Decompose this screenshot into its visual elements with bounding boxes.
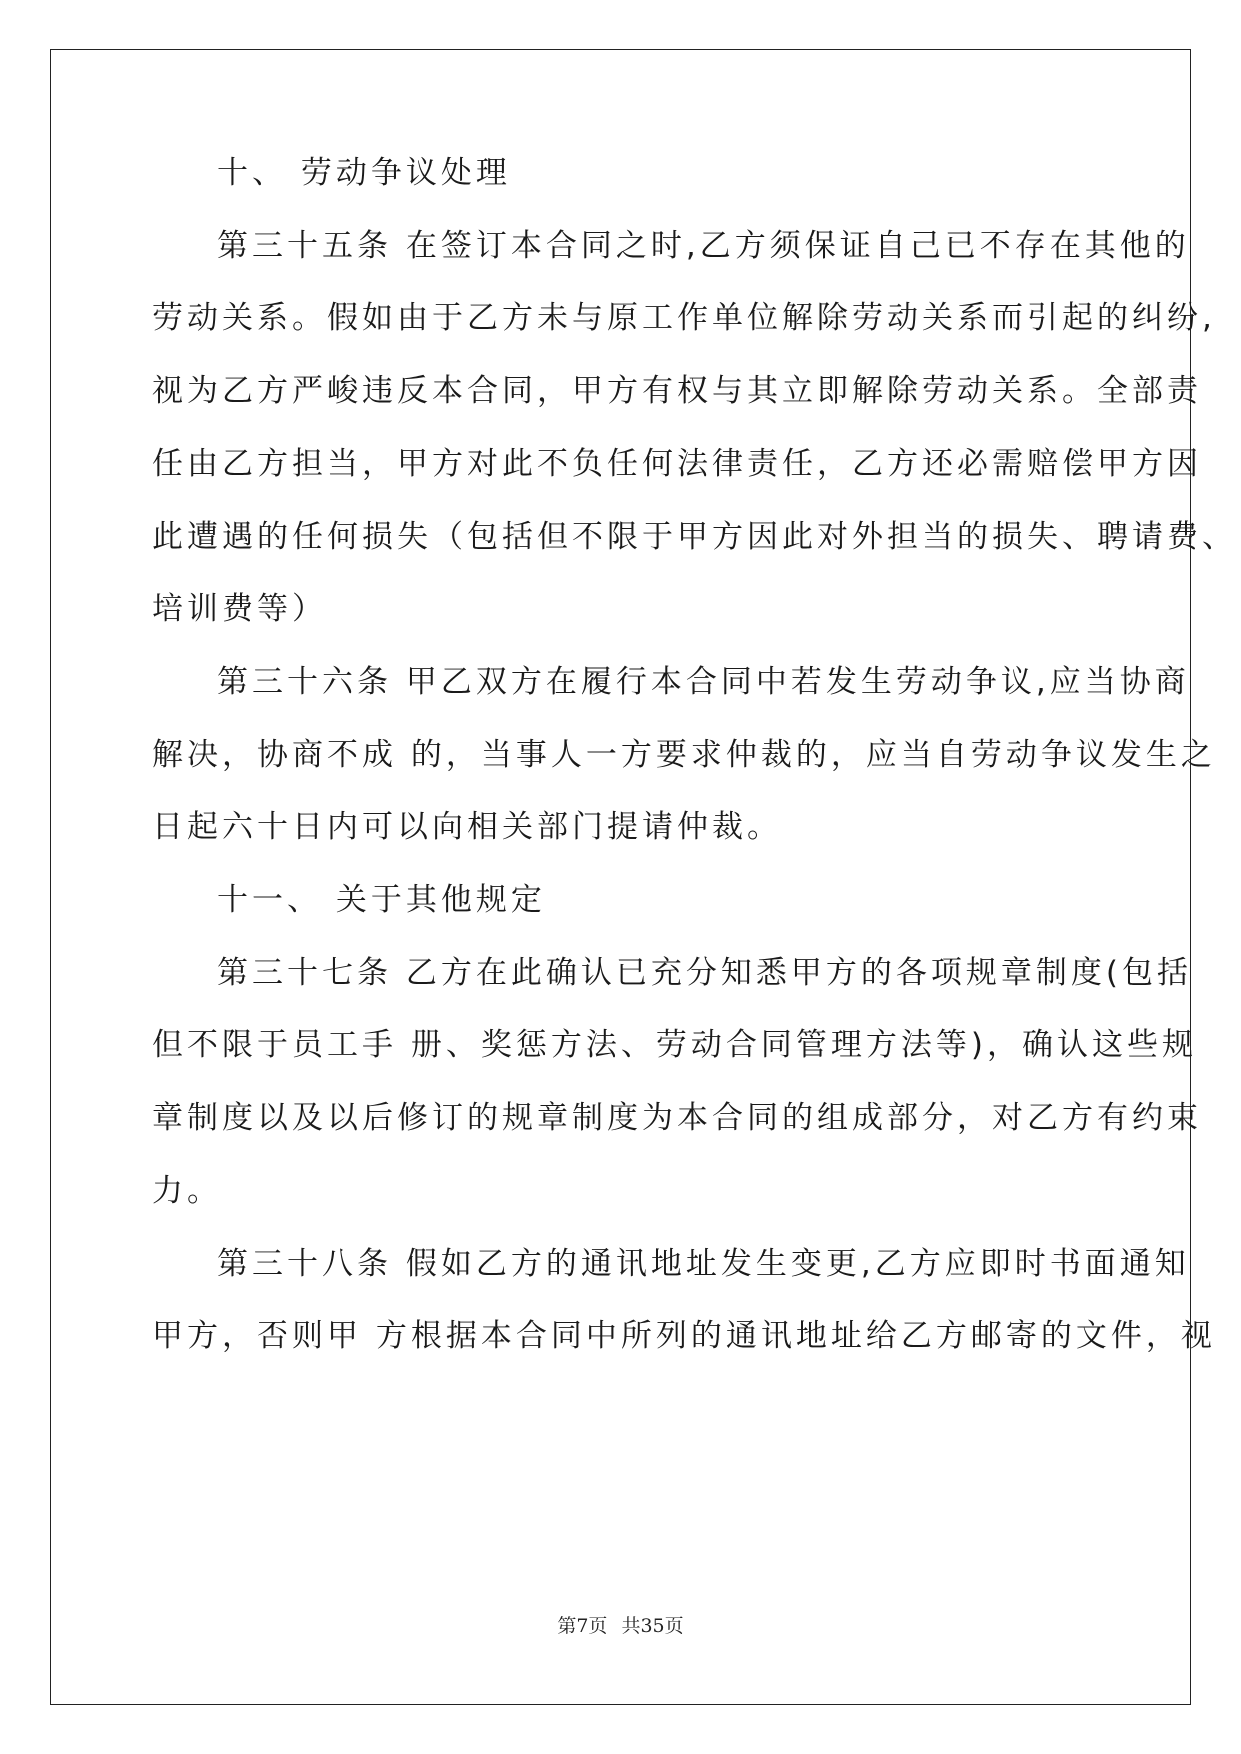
article-36-line-3: 日起六十日内可以向相关部门提请仲裁。 — [152, 809, 782, 845]
article-37-line-1: 第三十七条 乙方在此确认已充分知悉甲方的各项规章制度(包括 — [217, 955, 1192, 991]
article-35-line-2: 劳动关系。假如由于乙方未与原工作单位解除劳动关系而引起的纠纷, — [152, 300, 1216, 336]
section-heading-11: 十一、 关于其他规定 — [217, 882, 546, 918]
article-38-line-1: 第三十八条 假如乙方的通讯地址发生变更,乙方应即时书面通知 — [217, 1246, 1190, 1282]
article-35-line-1: 第三十五条 在签订本合同之时,乙方须保证自己已不存在其他的 — [217, 228, 1190, 264]
article-35-line-3: 视为乙方严峻违反本合同，甲方有权与其立即解除劳动关系。全部责 — [152, 373, 1202, 409]
article-37-line-3: 章制度以及以后修订的规章制度为本合同的组成部分，对乙方有约束 — [152, 1100, 1202, 1136]
section-heading-10: 十、 劳动争议处理 — [217, 155, 511, 191]
article-35-line-5: 此遭遇的任何损失（包括但不限于甲方因此对外担当的损失、聘请费、 — [152, 519, 1237, 555]
article-37-line-2: 但不限于员工手 册、奖惩方法、劳动合同管理方法等)，确认这些规 — [152, 1027, 1197, 1063]
page-total: 共35页 — [621, 1615, 684, 1637]
page-footer — [0, 1614, 1241, 1638]
article-35-line-4: 任由乙方担当，甲方对此不负任何法律责任，乙方还必需赔偿甲方因 — [152, 446, 1202, 482]
article-37-line-4: 力。 — [152, 1173, 222, 1209]
article-38-line-2: 甲方，否则甲 方根据本合同中所列的通讯地址给乙方邮寄的文件，视 — [152, 1318, 1216, 1354]
page-number: 第7页 — [557, 1615, 608, 1637]
article-36-line-1: 第三十六条 甲乙双方在履行本合同中若发生劳动争议,应当协商 — [217, 664, 1190, 700]
article-35-line-6: 培训费等） — [152, 591, 327, 627]
article-36-line-2: 解决，协商不成 的，当事人一方要求仲裁的，应当自劳动争议发生之 — [152, 737, 1216, 773]
